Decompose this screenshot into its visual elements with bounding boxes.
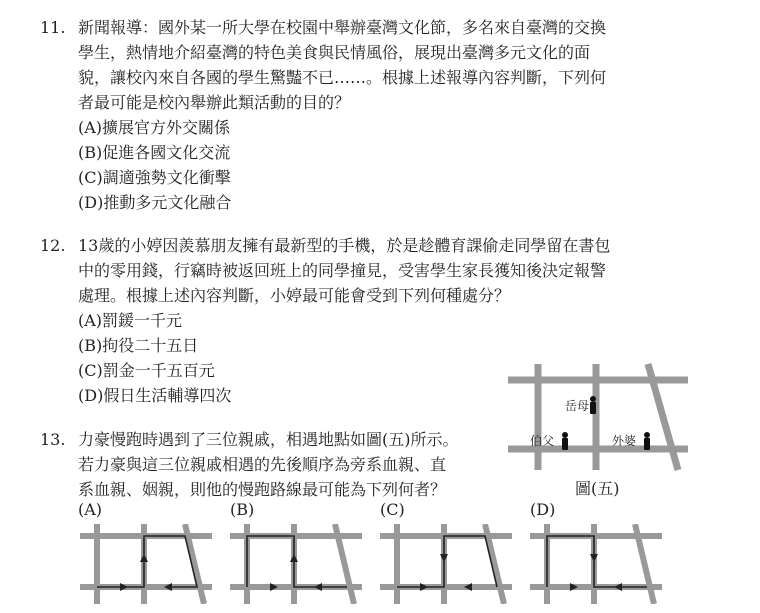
option-c: (C)調適強勢文化衝擊 [78, 168, 231, 187]
option-b-label: (B) [230, 500, 255, 519]
question-number: 12. [40, 236, 66, 255]
figure-caption: 圖(五) [575, 479, 620, 498]
question-line: 13歲的小婷因羨慕朋友擁有最新型的手機，於是趁體育課偷走同學留在書包 [78, 236, 611, 255]
person-maternal-grandmother [644, 432, 650, 450]
question-body [78, 427, 459, 502]
option-b: (B)促進各國文化交流 [78, 143, 231, 162]
option-c-label: (C) [380, 500, 405, 519]
label-grandmother: 岳母 [565, 399, 590, 413]
option-d-label: (D) [530, 500, 556, 519]
question-line: 者最可能是校內舉辦此類活動的目的？ [78, 93, 351, 112]
option-a: (A)罰鍰一千元 [78, 311, 183, 330]
option-d-route-map [530, 524, 662, 604]
option-d: (D)假日生活輔導四次 [78, 386, 232, 405]
option-a-label: (A) [78, 500, 103, 519]
question-number: 13. [40, 430, 66, 449]
question-line: 處理。根據上述內容判斷，小婷最可能會受到下列何種處分？ [78, 286, 511, 305]
option-c: (C)罰金一千五百元 [78, 361, 215, 380]
option-c-route-map [380, 524, 512, 604]
person-uncle [562, 432, 568, 450]
option-a-route-map [80, 524, 212, 604]
question-line: 中的零用錢，行竊時被返回班上的同學撞見，受害學生家長獲知後決定報警 [78, 261, 607, 280]
question-line: 系血親、姻親，則他的慢跑路線最可能為下列何者？ [78, 480, 447, 499]
person-grandmother [590, 396, 596, 414]
question-line: 力豪慢跑時遇到了三位親戚，相遇地點如圖(五)所示。 [78, 430, 459, 449]
question-number: 11. [40, 18, 66, 37]
figure-five-map [508, 362, 688, 472]
question-line: 若力豪與這三位親戚相遇的先後順序為旁系血親、直 [78, 455, 447, 474]
label-maternal-grandmother: 外婆 [612, 434, 637, 448]
option-b-route-map [230, 524, 362, 604]
option-b: (B)拘役二十五日 [78, 336, 199, 355]
option-d: (D)推動多元文化融合 [78, 193, 232, 212]
label-uncle: 伯父 [530, 434, 555, 448]
question-line: 貌，讓校內來自各國的學生驚豔不已……。根據上述報導內容判斷，下列何 [78, 68, 607, 87]
street-grid [508, 364, 688, 470]
question-line: 學生，熱情地介紹臺灣的特色美食與民情風俗，展現出臺灣多元文化的面 [78, 43, 591, 62]
option-a: (A)擴展官方外交關係 [78, 118, 231, 137]
question-line: 新聞報導：國外某一所大學在校園中舉辦臺灣文化節，多名來自臺灣的交換 [78, 18, 607, 37]
question-body [78, 15, 606, 215]
